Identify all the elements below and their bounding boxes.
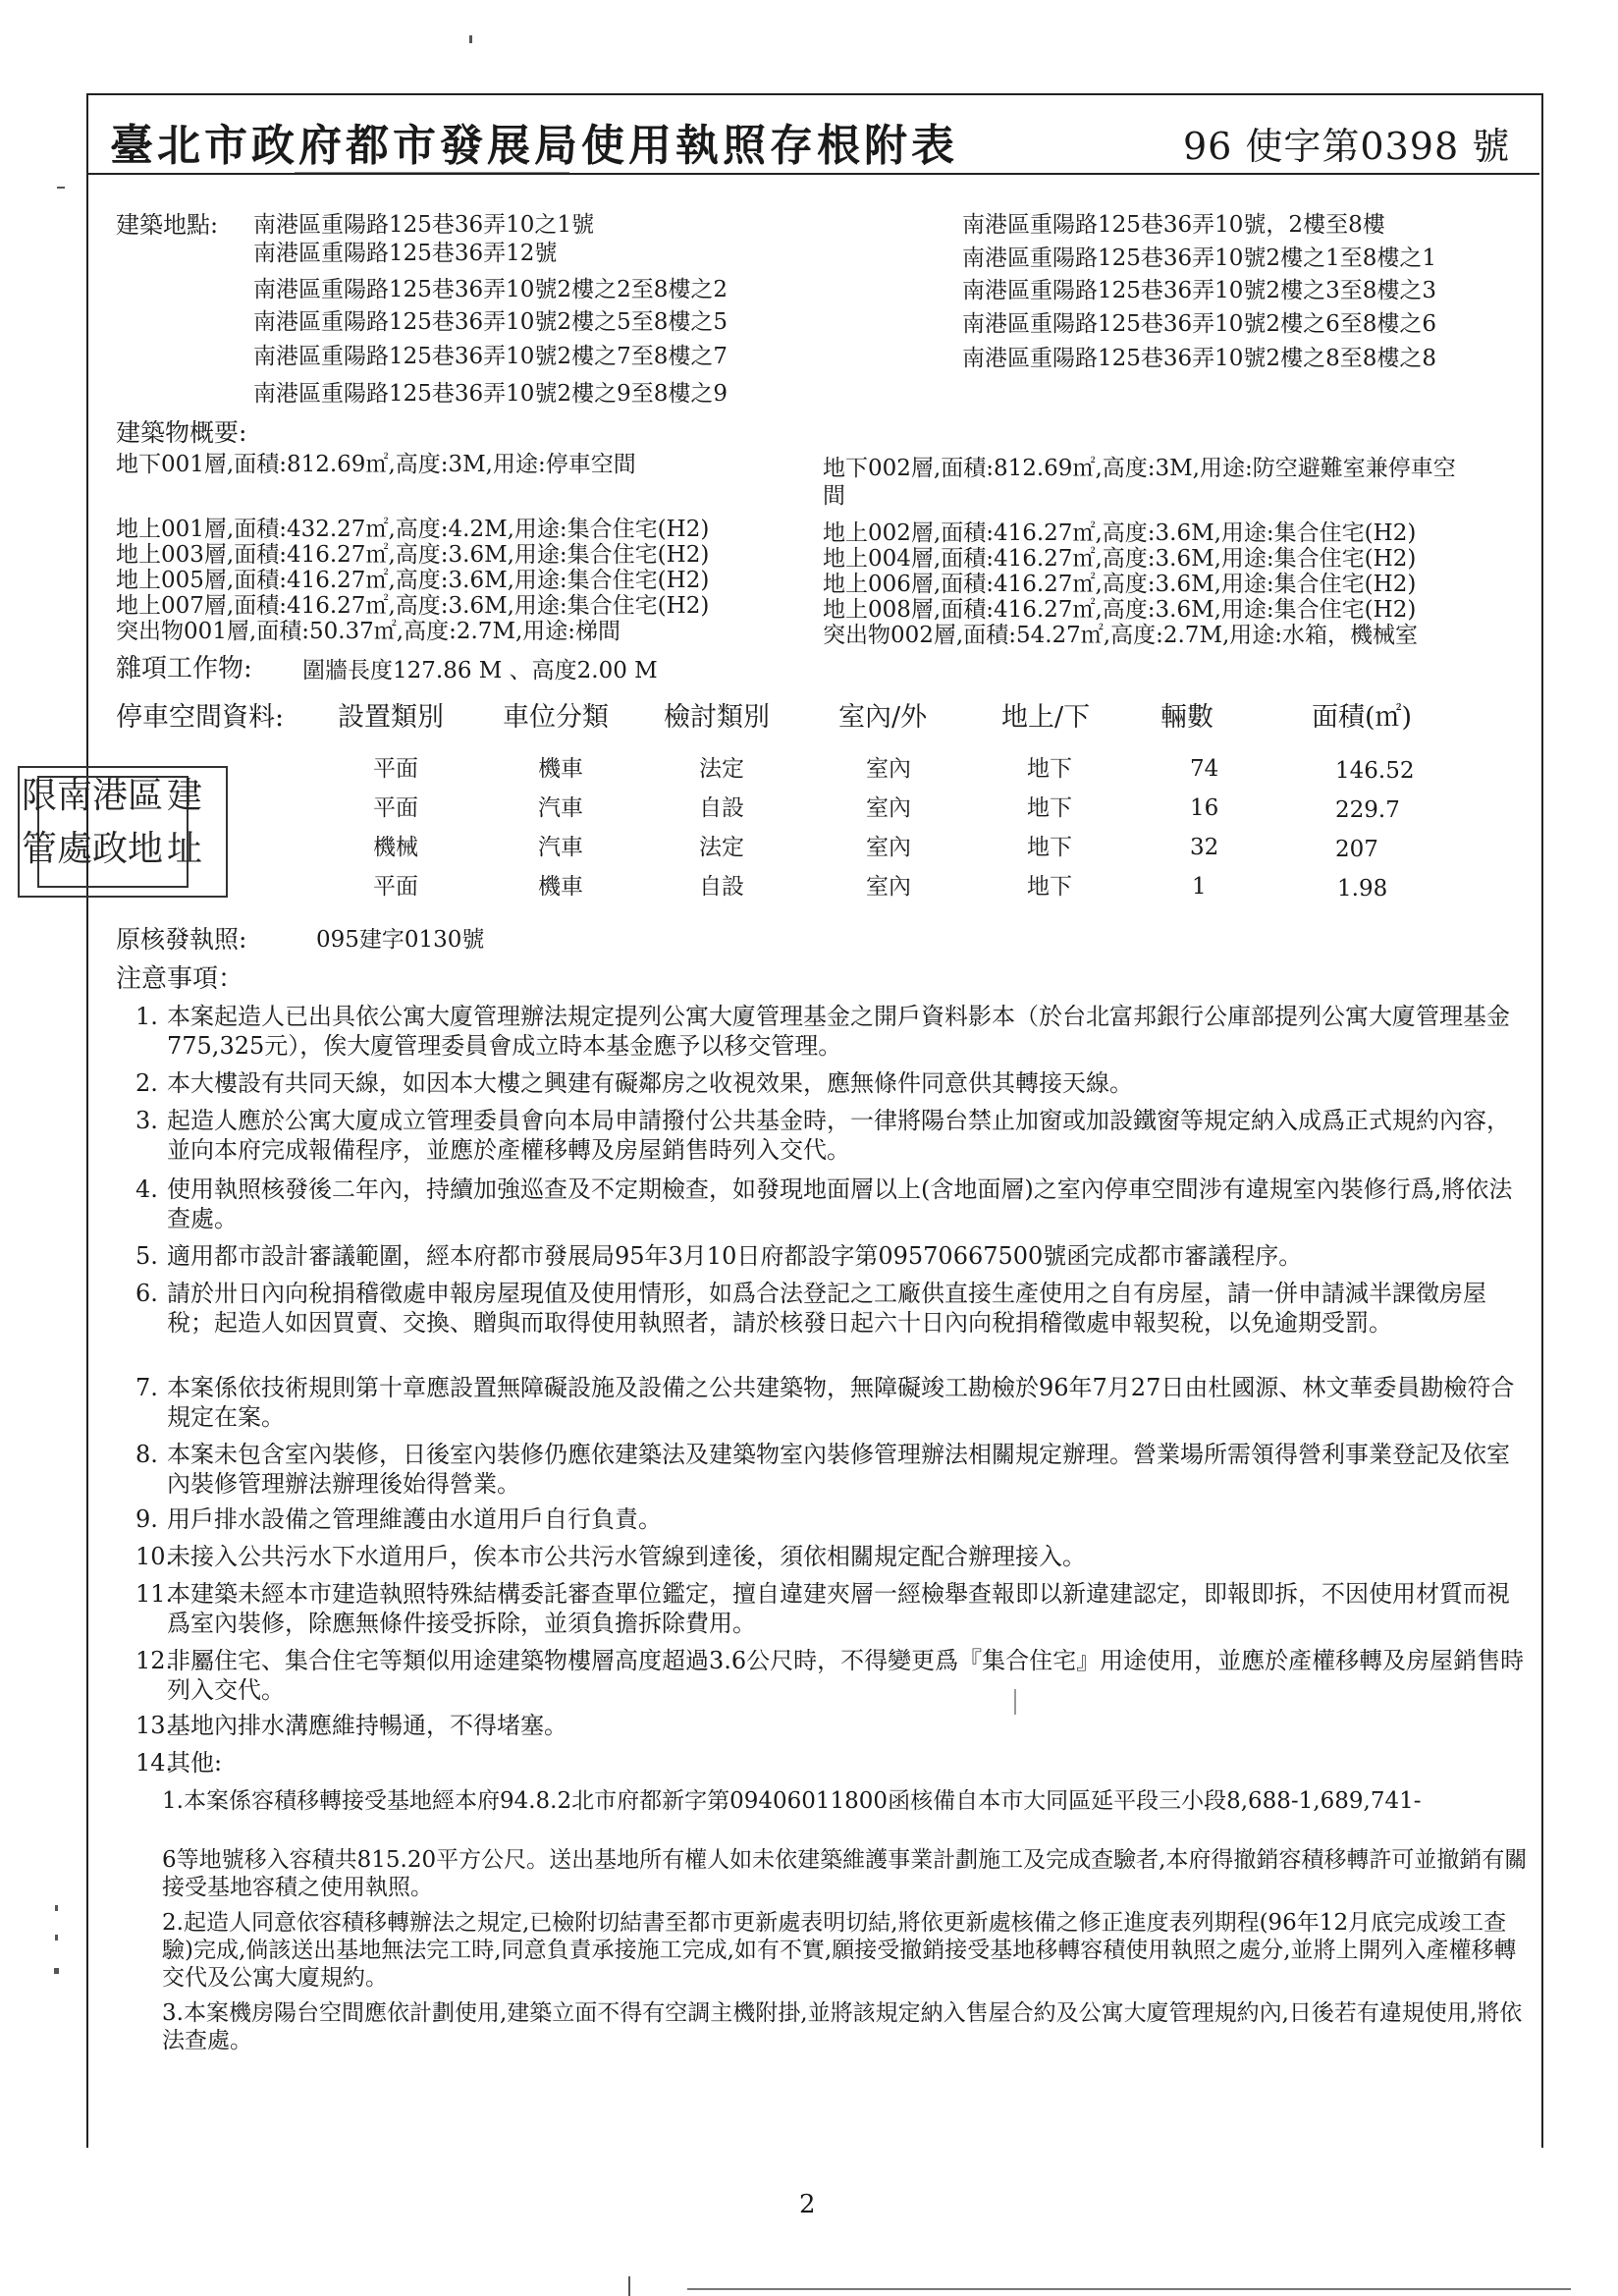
other-item-3: 3.本案機房陽台空間應依計劃使用,建築立面不得有空調主機附掛,並將該規定納入售屋合約及公寓大廈管理規約內,日後若有違規使用,將依法查處。 [162,2000,1523,2053]
parking-header: 車位分類 [503,702,609,733]
scan-speck [55,1905,58,1911]
note-item: 6. 請於卅日內向稅捐稽徵處申報房屋現值及使用情形，如爲合法登記之工廠供直接生產使用之自有房屋，請一併申請減半課徵房屋稅；起造人如因買賣、交換、贈與而取得使用執照者，請於核發日起六十日內向稅捐稽徵處申報契稅，以免逾期受罰。 [135,1280,1486,1337]
scan-speck [57,187,65,189]
scan-speck [1014,1689,1016,1715]
site-address: 南港區重陽路125巷36弄10之1號 [253,212,595,238]
site-label: 建築地點: [116,211,219,239]
parking-cell: 室內 [866,835,911,860]
site-address: 南港區重陽路125巷36弄10號2樓之7至8樓之7 [253,344,728,369]
other-item-1a: 1.本案係容積移轉接受基地經本府94.8.2北市府都新字第09406011800函核備自本市大同區延平段三小段8,688-1,689,741- [162,1788,1422,1814]
parking-header: 設置類別 [338,702,444,733]
title-divider [88,173,1539,175]
parking-cell: 146.52 [1335,758,1415,784]
floor-row: 地上005層,面積:416.27㎡,高度:3.6M,用途:集合住宅(H2) [116,568,710,593]
parking-cell: 室內 [866,795,911,821]
parking-cell: 室內 [866,874,911,900]
parking-cell: 汽車 [538,795,583,821]
site-address: 南港區重陽路125巷36弄10號2樓之8至8樓之8 [962,346,1436,371]
parking-cell: 汽車 [538,835,583,860]
seal-char: 址 [167,829,203,869]
official-seal-stamp [18,766,228,898]
parking-cell: 1 [1192,874,1207,900]
original-permit-value: 095建字0130號 [316,927,485,953]
seal-char: 區 [128,776,164,816]
parking-cell: 74 [1190,756,1219,782]
site-address: 南港區重陽路125巷36弄10號2樓之2至8樓之2 [253,277,728,302]
parking-header: 面積(㎡) [1312,702,1413,733]
parking-cell: 地下 [1027,835,1072,860]
note-item: 1. 本案起造人已出具依公寓大廈管理辦法規定提列公寓大廈管理基金之開戶資料影本（於台北富邦銀行公庫部提列公寓大廈管理基金775,325元），俟大廈管理委員會成立時本基金應予以移交管理。 [135,1003,1510,1060]
seal-char: 地 [128,829,164,869]
site-address: 南港區重陽路125巷36弄10號2樓之3至8樓之3 [962,278,1436,303]
seal-char: 南 [57,776,93,816]
seal-char: 港 [92,776,129,816]
floor-row: 地上006層,面積:416.27㎡,高度:3.6M,用途:集合住宅(H2) [823,572,1417,597]
parking-header: 檢討類別 [664,702,770,733]
site-address: 南港區重陽路125巷36弄10號2樓之5至8樓之5 [253,309,728,335]
scan-speck [469,35,472,43]
parking-cell: 地下 [1027,795,1072,821]
basement-floor-2-cont: 間 [823,483,845,509]
parking-cell: 229.7 [1335,797,1400,823]
parking-cell: 機械 [373,835,418,860]
floor-row: 地上001層,面積:432.27㎡,高度:4.2M,用途:集合住宅(H2) [116,517,710,542]
parking-cell: 32 [1190,835,1219,860]
note-item: 7. 本案係依技術規則第十章應設置無障礙設施及設備之公共建築物，無障礙竣工勘檢於96年7月27日由杜國源、林文華委員勘檢符合規定在案。 [135,1374,1515,1431]
note-item: 10. 未接入公共污水下水道用戶，俟本市公共污水管線到達後，須依相關規定配合辦理接入。 [135,1543,1086,1570]
scan-speck [295,172,569,173]
basement-floor-2: 地下002層,面積:812.69㎡,高度:3M,用途:防空避難室兼停車空 [823,456,1456,481]
parking-cell: 室內 [866,756,911,782]
note-item: 13. 基地內排水溝應維持暢通，不得堵塞。 [135,1712,567,1739]
note-item: 9. 用戶排水設備之管理維護由水道用戶自行負責。 [135,1505,662,1533]
overview-label: 建築物概要: [116,418,247,447]
note-item: 5. 適用都市設計審議範圍，經本府都市發展局95年3月10日府都設字第09570667500號函完成都市審議程序。 [135,1242,1303,1270]
floor-row: 地上002層,面積:416.27㎡,高度:3.6M,用途:集合住宅(H2) [823,520,1417,546]
page-title: 臺北市政府都市發展局使用執照存根附表 [110,121,958,171]
basement-floor-1: 地下001層,面積:812.69㎡,高度:3M,用途:停車空間 [116,452,636,477]
floor-row: 地上007層,面積:416.27㎡,高度:3.6M,用途:集合住宅(H2) [116,593,710,619]
seal-char: 處 [57,829,93,869]
parking-cell: 機車 [538,756,583,782]
page-number: 2 [799,2190,816,2219]
permit-number: 96 使字第0398 號 [1183,125,1511,168]
parking-cell: 法定 [699,835,744,860]
site-address: 南港區重陽路125巷36弄10號2樓之1至8樓之1 [962,246,1436,271]
floor-row: 地上004層,面積:416.27㎡,高度:3.6M,用途:集合住宅(H2) [823,546,1417,572]
scan-speck [687,2288,1571,2290]
scan-speck [55,1935,58,1941]
other-item-2: 2.起造人同意依容積移轉辦法之規定,已檢附切結書至都市更新處表明切結,將依更新處核備之修正進度表列期程(96年12月底完成竣工查驗)完成,倘該送出基地無法完工時,同意負責承接施工完成,如有不實,願接受撤銷接受基地移轉容積使用執照之處分,並將上開列入產權移轉交代及公寓大廈規約。 [162,1910,1517,1991]
floor-row: 突出物002層,面積:54.27㎡,高度:2.7M,用途:水箱，機械室 [823,623,1419,648]
parking-cell: 1.98 [1337,876,1388,902]
site-address: 南港區重陽路125巷36弄10號2樓之6至8樓之6 [962,311,1436,337]
note-item: 3. 起造人應於公寓大廈成立管理委員會向本局申請撥付公共基金時，一律將陽台禁止加窗或加設鐵窗等規定納入成爲正式規約內容，並向本府完成報備程序，並應於產權移轉及房屋銷售時列入交代。 [135,1107,1510,1164]
parking-label: 停車空間資料: [116,702,285,733]
parking-cell: 平面 [373,756,418,782]
original-permit-label: 原核發執照: [116,925,247,954]
misc-works-label: 雜項工作物: [116,654,252,683]
scan-speck [628,2276,630,2296]
parking-header: 輛數 [1160,702,1214,733]
parking-cell: 地下 [1027,756,1072,782]
seal-char: 建 [167,776,203,816]
note-item: 4. 使用執照核發後二年內，持續加強巡查及不定期檢查，如發現地面層以上(含地面層)之室內停車空間涉有違規室內裝修行爲,將依法查處。 [135,1175,1513,1232]
parking-cell: 法定 [699,756,744,782]
note-item: 14. 其他: [135,1749,223,1777]
seal-char: 限 [22,776,58,816]
note-item: 8. 本案未包含室內裝修，日後室內裝修仍應依建築法及建築物室內裝修管理辦法相關規定辦理。營業場所需領得營利事業登記及依室內裝修管理辦法辦理後始得營業。 [135,1441,1510,1498]
site-address: 南港區重陽路125巷36弄10號2樓之9至8樓之9 [253,381,728,407]
parking-cell: 16 [1190,795,1219,821]
floor-row: 突出物001層,面積:50.37㎡,高度:2.7M,用途:梯間 [116,619,621,644]
note-item: 12. 非屬住宅、集合住宅等類似用途建築物樓層高度超過3.6公尺時，不得變更爲『集合住宅』用途使用，並應於產權移轉及房屋銷售時列入交代。 [135,1647,1525,1704]
misc-works-value: 圍牆長度127.86 M 、高度2.00 M [302,658,658,683]
parking-cell: 自設 [699,874,744,900]
seal-char: 管 [22,829,58,869]
seal-char: 政 [92,829,129,869]
parking-cell: 平面 [373,795,418,821]
notes-label: 注意事項： [116,964,244,994]
site-address: 南港區重陽路125巷36弄10號，2樓至8樓 [962,212,1385,238]
scan-speck [54,1968,59,1974]
parking-cell: 地下 [1027,874,1072,900]
parking-cell: 自設 [699,795,744,821]
note-item: 11. 本建築未經本市建造執照特殊結構委託審查單位鑑定，擅自違建夾層一經檢舉查報即以新違建認定，即報即拆，不因使用材質而視爲室內裝修，除應無條件接受拆除，並須負擔拆除費用。 [135,1580,1510,1637]
parking-cell: 平面 [373,874,418,900]
floor-row: 地上003層,面積:416.27㎡,高度:3.6M,用途:集合住宅(H2) [116,542,710,568]
parking-header: 室內/外 [838,702,928,733]
other-item-1b: 6等地號移入容積共815.20平方公尺。送出基地所有權人如未依建築維護事業計劃施工及完成查驗者,本府得撤銷容積移轉許可並撤銷有關接受基地容積之使用執照。 [162,1847,1528,1900]
floor-row: 地上008層,面積:416.27㎡,高度:3.6M,用途:集合住宅(H2) [823,597,1417,623]
site-address: 南港區重陽路125巷36弄12號 [253,241,558,266]
parking-cell: 機車 [538,874,583,900]
parking-cell: 207 [1335,837,1378,862]
note-item: 2. 本大樓設有共同天線，如因本大樓之興建有礙鄰房之收視效果，應無條件同意供其轉接天線。 [135,1069,1133,1097]
parking-header: 地上/下 [1001,702,1091,733]
